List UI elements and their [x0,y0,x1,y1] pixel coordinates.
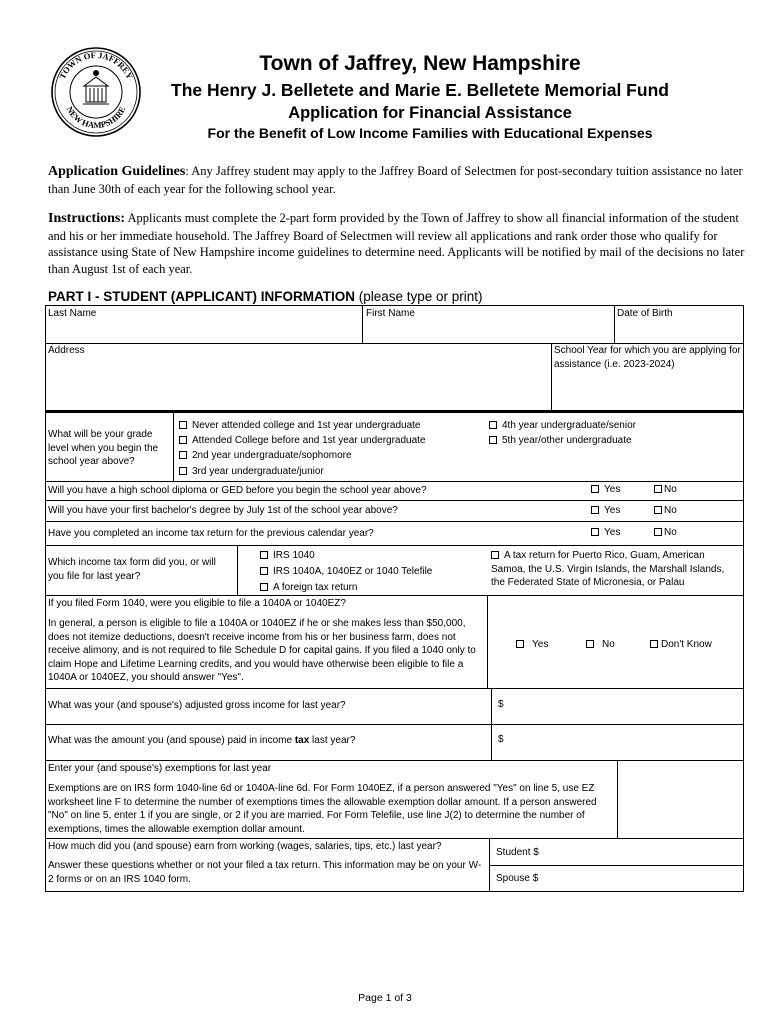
grade-question: What will be your grade level when you begin the school year above? [48,429,159,467]
tax-form-foreign[interactable]: A foreign tax return [260,581,358,595]
first-name-field[interactable] [363,320,613,342]
bachelor-no[interactable]: No [654,504,677,518]
tax-return-no[interactable]: No [654,526,677,540]
earnings-note: Answer these questions whether or not your filed a tax return. This information may be on your W-2 forms or on an IRS 1040 form. [48,860,482,885]
q-tax-return: Have you completed an income tax return for the previous calendar year? [48,528,374,539]
q-diploma: Will you have a high school diploma or GED before you begin the school year above? [48,485,427,496]
part1-subtitle: (please type or print) [354,289,483,304]
application-title: Application for Financial Assistance [288,104,572,122]
checkbox-icon[interactable] [586,640,594,648]
exemptions-field[interactable] [619,762,741,836]
fund-title: The Henry J. Belletete and Marie E. Belletete Memorial Fund [171,80,669,100]
q-agi: What was your (and spouse's) adjusted gross income for last year? [48,700,346,711]
checkbox-icon[interactable] [654,528,662,536]
eligible-yes[interactable]: Yes [516,638,548,652]
grade-option-2[interactable]: Attended College before and 1st year undergraduate [179,434,426,448]
address-label: Address [48,345,85,356]
page-title: Town of Jaffrey, New Hampshire [259,52,581,75]
guidelines-label: Application Guidelines [48,164,186,179]
bachelor-yes[interactable]: Yes [591,504,620,518]
seal-text-top: TOWN OF JAFFREY [57,49,135,81]
checkbox-icon[interactable] [516,640,524,648]
part1-title: PART I - STUDENT (APPLICANT) INFORMATION [48,289,355,304]
checkbox-icon[interactable] [179,467,187,475]
page-number: Page 1 of 3 [358,992,412,1004]
tax-form-territory[interactable]: A tax return for Puerto Rico, Guam, American Samoa, the U.S. Virgin Islands, the Marshall Islands, the Federated State of Micronesia, or Palau [491,550,725,588]
grade-option-5[interactable]: 4th year undergraduate/senior [489,419,636,433]
first-name-label: First Name [366,308,415,319]
exemptions-note: Exemptions are on IRS form 1040-line 6d or 1040A-line 6d. For Form 1040EZ, if a person answered "Yes" on line 5, use EZ worksheet line F to determine the number of exemptions times the allowable exemption dollar amount. If a person answered "No" on line 5, enter 1 if you are single, or 2 if you are married. For Form Telefile, use line J(2) to determine the number of exemptions, times the allowable exemption dollar amount. [48,783,597,835]
checkbox-icon[interactable] [591,528,599,536]
checkbox-icon[interactable] [179,451,187,459]
dob-label: Date of Birth [617,308,673,319]
eligible-no[interactable]: No [586,638,615,652]
checkbox-icon[interactable] [489,436,497,444]
checkbox-icon[interactable] [491,551,499,559]
tax-paid-dollar: $ [498,734,504,745]
instructions-text: Applicants must complete the 2-part form provided by the Town of Jaffrey to show all financial information of the student and his or her immediate household. The Jaffrey Board of Selectmen will review all applications and rank order those who qualify for assistance using State of New Hampshire income guidelines to determine need. Applicants will be notified by mail of the decisions no later than August 1st of each year. [48,211,745,276]
q-tax-paid: What was the amount you (and spouse) paid in income tax last year? [48,735,356,746]
q-earnings: How much did you (and spouse) earn from working (wages, salaries, tips, etc.) last year? [48,841,442,852]
spouse-earnings-label: Spouse $ [496,873,539,884]
address-field[interactable] [46,358,551,410]
town-seal-logo [50,46,142,138]
checkbox-icon[interactable] [591,506,599,514]
student-earnings-field[interactable] [546,840,741,864]
q-bachelor: Will you have your first bachelor's degree by July 1st of the school year above? [48,505,398,516]
checkbox-icon[interactable] [260,567,268,575]
checkbox-icon[interactable] [591,485,599,493]
eligible-dont-know[interactable]: Don't Know [650,638,712,652]
seal-text-bottom: NEW HAMPSHIRE [64,104,128,131]
q-tax-form: Which income tax form did you, or will you file for last year? [48,557,216,582]
checkbox-icon[interactable] [260,583,268,591]
q-exemptions: Enter your (and spouse's) exemptions for last year [48,763,272,774]
student-earnings-label: Student $ [496,847,539,858]
tax-form-1040[interactable]: IRS 1040 [260,549,315,563]
school-year-label: School Year for which you are applying for assistance (i.e. 2023-2024) [554,345,741,370]
diploma-yes[interactable]: Yes [591,483,620,497]
grade-option-6[interactable]: 5th year/other undergraduate [489,434,632,448]
dob-field[interactable] [615,320,743,342]
benefit-subtitle: For the Benefit of Low Income Families with Educational Expenses [207,125,653,141]
instructions [48,210,748,277]
checkbox-icon[interactable] [489,421,497,429]
spouse-earnings-field[interactable] [546,867,741,891]
checkbox-icon[interactable] [654,485,662,493]
application-guidelines [48,163,748,197]
tax-paid-field[interactable] [508,726,738,758]
checkbox-icon[interactable] [179,421,187,429]
diploma-no[interactable]: No [654,483,677,497]
last-name-label: Last Name [48,308,97,319]
checkbox-icon[interactable] [179,436,187,444]
instructions-label: Instructions: [48,211,126,226]
student-information-form [45,305,744,892]
eligible-note: In general, a person is eligible to file a 1040A or 1040EZ if he or she makes less than $50,000, does not itemize deductions, doesn't receive income from his or her business farm, does not receive alimony, and is not required to file Schedule D for capital gains. If you filed a 1040 only to claim Hope and Lifetime Learning credits, and you would have otherwise been eligible to file a 1040A or 1040EZ, you should answer "Yes". [48,618,476,683]
grade-option-1[interactable]: Never attended college and 1st year undergraduate [179,419,421,433]
checkbox-icon[interactable] [654,506,662,514]
tax-form-1040a[interactable]: IRS 1040A, 1040EZ or 1040 Telefile [260,565,432,579]
guidelines-text: : Any Jaffrey student may apply to the Jaffrey Board of Selectmen for post-secondary tuition assistance no later than June 30th of each year for the following school year. [48,164,743,196]
school-year-field[interactable] [552,372,742,410]
part1-heading [48,289,483,304]
last-name-field[interactable] [46,320,362,342]
agi-field[interactable] [508,690,738,722]
checkbox-icon[interactable] [650,640,658,648]
checkbox-icon[interactable] [260,551,268,559]
q-eligible: If you filed Form 1040, were you eligible to file a 1040A or 1040EZ? [48,598,346,609]
agi-dollar: $ [498,699,504,710]
grade-option-3[interactable]: 2nd year undergraduate/sophomore [179,449,352,463]
tax-return-yes[interactable]: Yes [591,526,620,540]
grade-option-4[interactable]: 3rd year undergraduate/junior [179,465,324,479]
